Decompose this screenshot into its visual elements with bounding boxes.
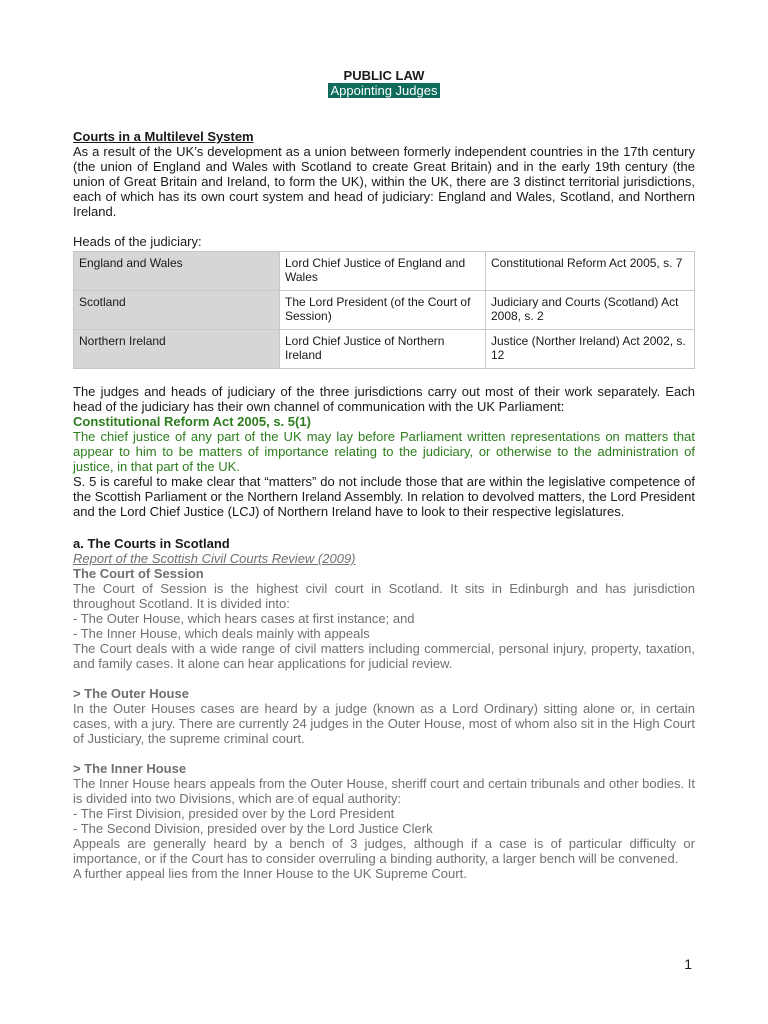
report-citation: Report of the Scottish Civil Courts Review (2009)	[73, 551, 356, 566]
subtitle-wrap	[73, 83, 695, 98]
table-cell-head: Lord Chief Justice of England and Wales	[280, 252, 486, 291]
table-intro: Heads of the judiciary:	[73, 234, 202, 249]
inner-house-heading: > The Inner House	[73, 761, 187, 776]
intro-paragraph: As a result of the UK’s development as a union between formerly independent countries in the 17th century (the union of England and Wales with Scotland to create Great Britain) and in the early 19th century (the union of Great Britain and Ireland, to form the UK), within the UK, there are 3 distinct territorial jurisdictions, each of which has its own court system and head of judiciary: England and Wales, Scotland, and Northern Ireland.	[73, 144, 695, 219]
section-heading-multilevel: Courts in a Multilevel System	[73, 129, 254, 144]
matters-paragraph: S. 5 is careful to make clear that “matters” do not include those that are within the legislative competence of the Scottish Parliament or the Northern Ireland Assembly. In relation to devolved matters, the Lord President and the Lord Chief Justice (LCJ) of Northern Ireland have to look to their respective legislatures.	[73, 474, 695, 519]
table-cell-act: Justice (Norther Ireland) Act 2002, s. 12	[486, 330, 695, 369]
statute-heading: Constitutional Reform Act 2005, s. 5(1)	[73, 414, 311, 429]
court-of-session-intro: The Court of Session is the highest civil court in Scotland. It sits in Edinburgh and has jurisdiction throughout Scotland. It is divided into:	[73, 581, 695, 611]
outer-house-heading: > The Outer House	[73, 686, 189, 701]
separate-work-paragraph: The judges and heads of judiciary of the three jurisdictions carry out most of their work separately. Each head of the judiciary has their own channel of communication with the UK Parliament:	[73, 384, 695, 414]
table-cell-head: Lord Chief Justice of Northern Ireland	[280, 330, 486, 369]
table-cell-act: Constitutional Reform Act 2005, s. 7	[486, 252, 695, 291]
table-cell-head: The Lord President (of the Court of Session)	[280, 291, 486, 330]
inner-house-final: A further appeal lies from the Inner House to the UK Supreme Court.	[73, 866, 467, 881]
court-of-session-more: The Court deals with a wide range of civil matters including commercial, personal injury, property, taxation, and family cases. It alone can hear applications for judicial review.	[73, 641, 695, 671]
page-number: 1	[684, 956, 692, 972]
table-row	[74, 252, 695, 291]
table-cell-jurisdiction: Scotland	[74, 291, 280, 330]
table-cell-act: Judiciary and Courts (Scotland) Act 2008, s. 2	[486, 291, 695, 330]
list-item: - The Outer House, which hears cases at first instance; and	[73, 611, 415, 626]
table-row	[74, 291, 695, 330]
court-of-session-heading: The Court of Session	[73, 566, 204, 581]
outer-house-text: In the Outer Houses cases are heard by a judge (known as a Lord Ordinary) sitting alone or, in certain cases, with a jury. There are currently 24 judges in the Outer House, most of whom also sit in the High Court of Justiciary, the supreme criminal court.	[73, 701, 695, 746]
section-heading-scotland: a. The Courts in Scotland	[73, 536, 230, 551]
table-cell-jurisdiction: England and Wales	[74, 252, 280, 291]
list-item: - The First Division, presided over by the Lord President	[73, 806, 395, 821]
document-page	[73, 68, 695, 881]
document-subtitle: Appointing Judges	[328, 83, 441, 98]
table-row	[74, 330, 695, 369]
table-cell-jurisdiction: Northern Ireland	[74, 330, 280, 369]
list-item: - The Inner House, which deals mainly with appeals	[73, 626, 370, 641]
inner-house-text: The Inner House hears appeals from the Outer House, sheriff court and certain tribunals and other bodies. It is divided into two Divisions, which are of equal authority:	[73, 776, 695, 806]
statute-text: The chief justice of any part of the UK may lay before Parliament written representations on matters that appear to him to be matters of importance relating to the judiciary, or otherwise to the administration of justice, in that part of the UK.	[73, 429, 695, 474]
inner-house-more: Appeals are generally heard by a bench of 3 judges, although if a case is of particular difficulty or importance, or if the Court has to consider overruling a binding authority, a larger bench will be convened.	[73, 836, 695, 866]
judiciary-table	[73, 251, 695, 369]
document-title: PUBLIC LAW	[343, 68, 425, 83]
list-item: - The Second Division, presided over by the Lord Justice Clerk	[73, 821, 433, 836]
